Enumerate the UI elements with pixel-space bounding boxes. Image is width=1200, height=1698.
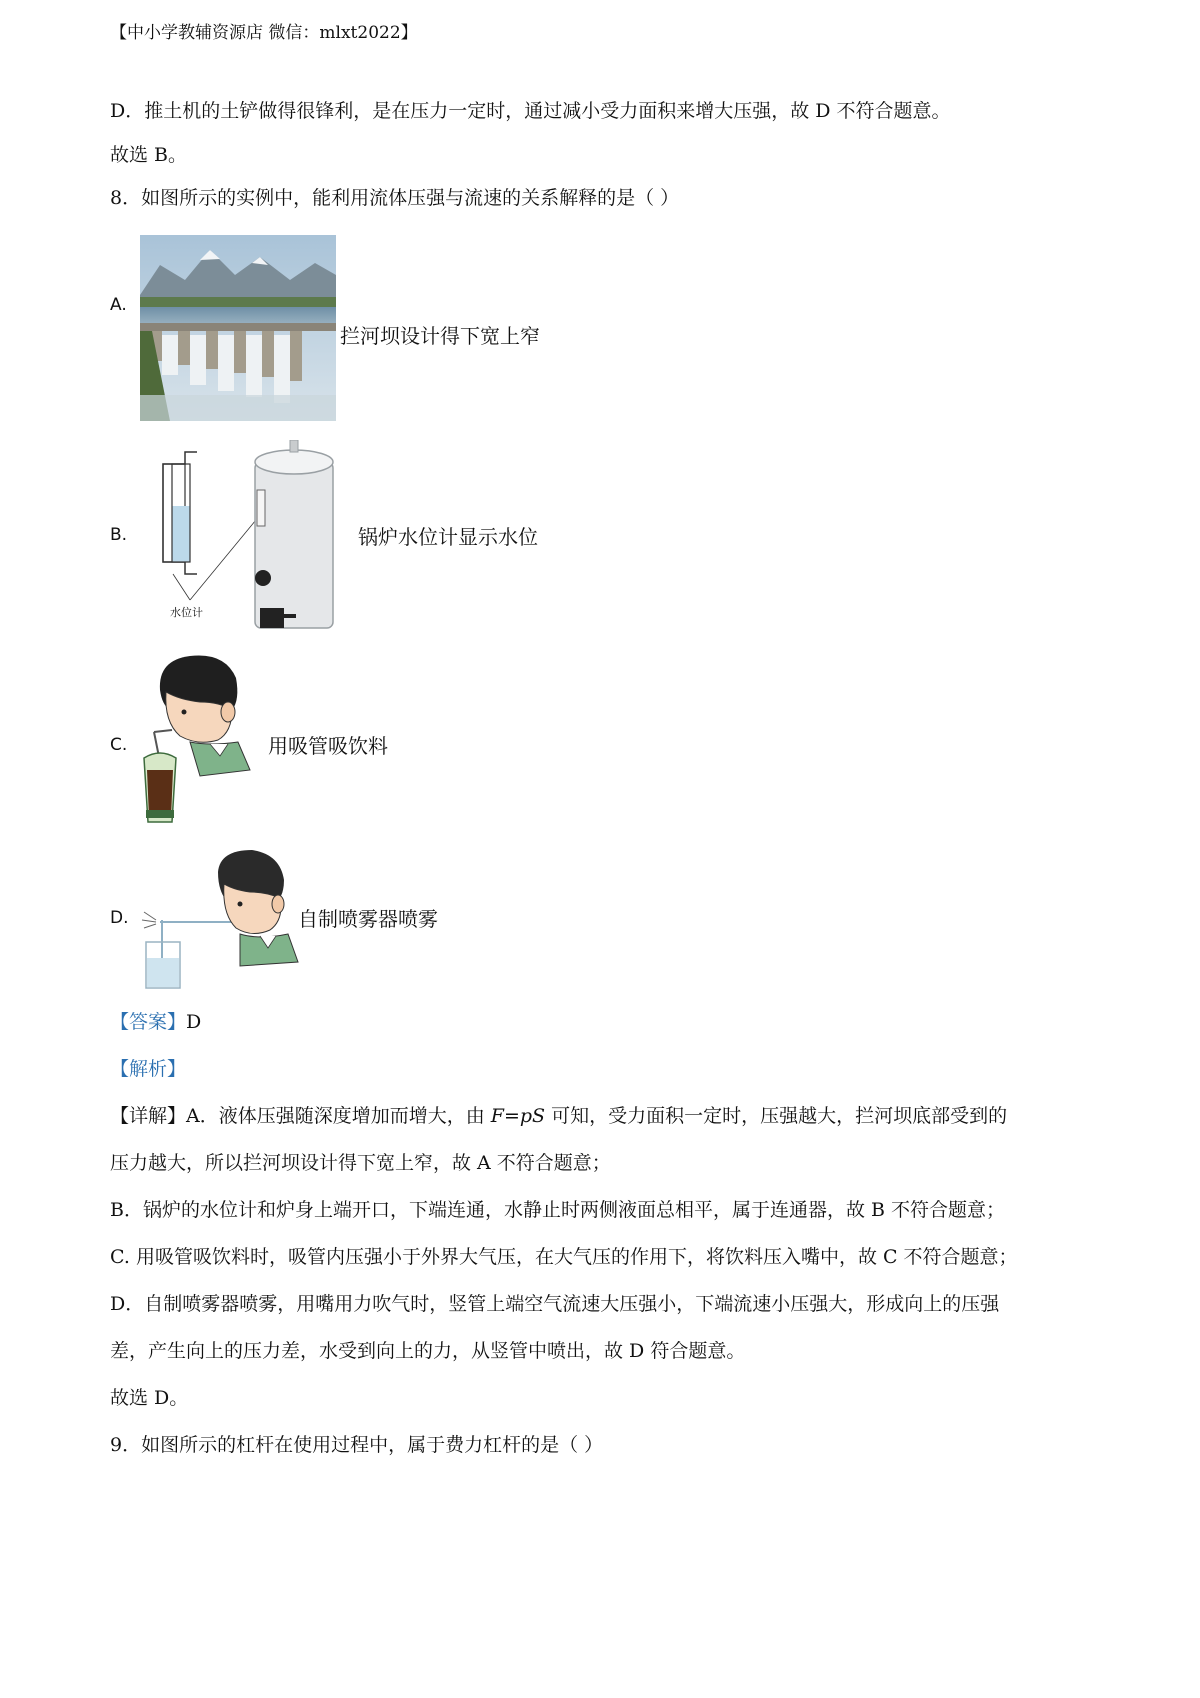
detail-d-line-2: 差，产生向上的压力差，水受到向上的力，从竖管中喷出，故 D 符合题意。 (110, 1340, 746, 1362)
detail-a-pre: A．液体压强随深度增加而增大，由 (186, 1105, 491, 1127)
option-c-text: 用吸管吸饮料 (268, 734, 388, 758)
answer-line (110, 1007, 201, 1034)
q8-stem: 8．如图所示的实例中，能利用流体压强与流速的关系解释的是（ ） (110, 187, 680, 209)
option-a-text: 拦河坝设计得下宽上窄 (340, 324, 540, 348)
dam-photo-icon (140, 235, 336, 421)
q9-stem: 9．如图所示的杠杆在使用过程中，属于费力杠杆的是（ ） (110, 1434, 604, 1456)
option-d-text: 自制喷雾器喷雾 (298, 907, 438, 931)
answer-value: D (186, 1011, 202, 1033)
analysis-tag (110, 1054, 186, 1081)
formula-eq: = (503, 1105, 520, 1127)
detail-b-line: B．锅炉的水位计和炉身上端开口，下端连通，水静止时两侧液面总相平，属于连通器，故 B 不符合题意； (110, 1199, 1006, 1221)
boy-drinking-straw-icon (140, 650, 260, 830)
detail-a-line-2: 压力越大，所以拦河坝设计得下宽上窄，故 A 不符合题意； (110, 1152, 611, 1174)
detail-tag: 【详解】 (110, 1105, 187, 1127)
detail-a-line-1 (110, 1101, 1007, 1128)
q7-answer: 故选 B。 (110, 144, 188, 166)
detail-a-post: 可知，受力面积一定时，压强越大，拦河坝底部受到的 (545, 1105, 1008, 1127)
detail-c-line: C. 用吸管吸饮料时，吸管内压强小于外界大气压，在大气压的作用下，将饮料压入嘴中，故 C 不符合题意； (110, 1246, 1018, 1268)
formula-ps: pS (519, 1105, 546, 1127)
water-gauge-caption: 水位计 (170, 606, 203, 619)
answer-tag: 【答案】 (110, 1011, 187, 1033)
option-b-text: 锅炉水位计显示水位 (358, 525, 538, 549)
detail-d-line-1: D．自制喷雾器喷雾，用嘴用力吹气时，竖管上端空气流速大压强小，下端流速小压强大，形成向上的压强 (110, 1293, 1000, 1315)
page-header: 【中小学教辅资源店 微信：mlxt2022】 (110, 23, 418, 43)
formula-f: F (490, 1105, 504, 1127)
q8-final-answer: 故选 D。 (110, 1387, 189, 1409)
option-a-label: A. (110, 295, 127, 315)
analysis-tag-text: 【解析】 (110, 1058, 187, 1080)
option-c-label: C. (110, 735, 128, 755)
option-b-label: B. (110, 525, 128, 545)
boy-blowing-sprayer-icon (140, 850, 300, 990)
option-d-label: D. (110, 908, 129, 928)
q7-option-d-explanation: D．推土机的土铲做得很锋利，是在压力一定时，通过减小受力面积来增大压强，故 D 不符合题意。 (110, 100, 951, 122)
